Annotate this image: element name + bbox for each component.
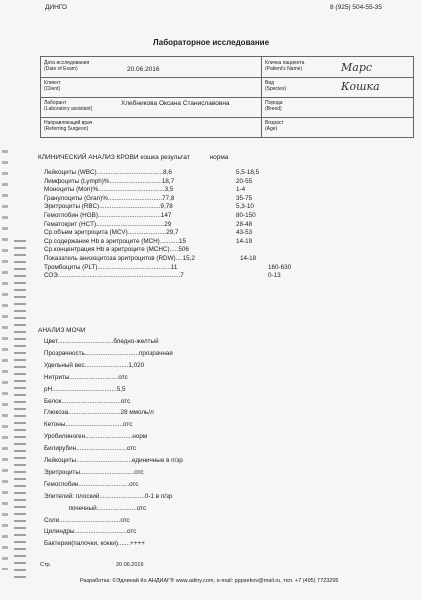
blood-row-norm: 0-13 [268,272,281,280]
blood-row-norm: 28-48 [236,220,253,228]
exam-date-label: Дата исследования (Date of Exam) [44,60,90,72]
blood-row-text: Моноциты (Mon)%......................................3,5 [44,186,174,194]
blood-row-norm: 35-75 [236,194,253,202]
blood-row-norm: 1-4 [236,186,246,194]
urine-row: Эпителий: плоский..........................0-1 в п/зр [44,492,173,500]
urine-row: Цвет................................бледно-желтый [44,338,159,345]
page-label: Стр. [40,562,52,568]
breed-label: Порода (Breed) [265,100,283,112]
blood-row-text: Гемоглобин (HGB)....................................147 [44,212,172,219]
urine-row: Уробилиноген...........................норм [44,433,148,441]
blood-row-text: Гранулоциты (Gran)%...............................77,8 [44,194,175,202]
blood-row-norm: 43-53 [236,229,253,237]
info-table [40,56,414,138]
blood-row-text: Ср.содержание Hb в эритроците (MCH)...........15 [44,237,187,245]
urine-row: pH.....................................5,5 [44,385,126,393]
age-label: Возраст (Age) [265,120,284,132]
blood-row-norm: 14-19 [236,237,253,245]
assistant-label: Лаборант (Laboratory assistant) [44,100,93,112]
exam-date-value: 20.06.2016 [127,66,160,73]
urine-row: Белок..................................отс [44,397,131,405]
blood-row-text: Тромбоциты (PLT)..........................................11 [44,263,178,271]
page-title: Лабораторное исследование [152,38,270,47]
assistant-value: Хлебникова Оксана Станиславовна [121,100,230,107]
blood-row-norm: 80-150 [236,212,256,219]
species-label: Вид (Species) [265,80,287,92]
urine-section-title: АНАЛИЗ МОЧИ [38,327,86,334]
urine-row: Билирубин.............................отс [44,445,137,453]
footer-date: 20.06.2016 [116,562,144,568]
blood-section-title: КЛИНИЧЕСКИЙ АНАЛИЗ КРОВИ кошка результат норма [38,154,229,161]
surgeon-label: Направляющий врач (Referring Surgeon) [44,120,93,132]
urine-row: Удельный вес.........................1,020 [44,361,145,369]
blood-row-norm: 20-55 [236,177,253,185]
urine-row: Соли...................................отс [44,516,130,524]
urine-row: Бактерии(палочки, кокки).......++++ [44,540,145,548]
urine-row: Эритроциты...............................отс [44,468,144,476]
blood-row-text: Ср.концентрация Hb в эритроците (MCHC).....506 [44,246,189,254]
urine-row: Глюкоза..............................28 ммоль/л [44,409,154,417]
blood-row-text: Лейкоциты (WBC)......................................8,6 [44,169,172,176]
urine-row: Гемоглобин.............................отс [44,480,139,488]
blood-row-norm: 5,3-10 [236,203,254,211]
blood-row-text: СОЭ......................................................................7 [44,272,184,280]
punch-marks-edge [2,150,8,570]
clinic-name: ДИНГО [45,4,67,11]
blood-row-text: Гематокрит (HCT).......................................29 [44,220,172,228]
urine-row: Лейкоциты................................единичные в п/зр [44,457,183,464]
client-label: Клиент (Client) [44,80,61,92]
blood-row-text: Лимфоциты (Lymph)%..............................18,7 [44,177,175,185]
urine-row: Цилиндры..............................отс [44,528,137,536]
blood-row-norm: 14-18 [240,255,257,262]
urine-row: Нитриты............................отс [44,373,128,381]
blood-row-text: Ср.объем эритроцита (MCV)......................29,7 [44,229,179,237]
blood-row-norm: 5,5-18,5 [236,169,260,176]
patient-name-label: Кличка пациента (Patient's Name) [265,60,305,72]
clinic-phone: 8 (925) 504-55-35 [330,4,383,11]
species-value: Кошка [341,80,380,93]
patient-name-value: Марс [341,61,373,74]
blood-row-text: Эритроциты (RBC)...................................9,78 [44,203,173,211]
urine-row: почечный.......................отс [44,504,147,512]
urine-row: Прозрачность...............................прозрачная [44,349,173,357]
blood-row-norm: 160-630 [268,263,292,271]
punch-marks [14,240,26,580]
blood-row-text: Показатель анизоцитоза эритроцитов (RDW)....15,2 [44,255,195,262]
urine-row: Кетоны.................................отс [44,421,133,429]
footer-developer: Разработка: ©Эдлинай Ко АНДИАГ® www.adiny.com, e-mail: pppsekov@mail.ru, тел. +7 (495) 7723295 [80,578,339,584]
